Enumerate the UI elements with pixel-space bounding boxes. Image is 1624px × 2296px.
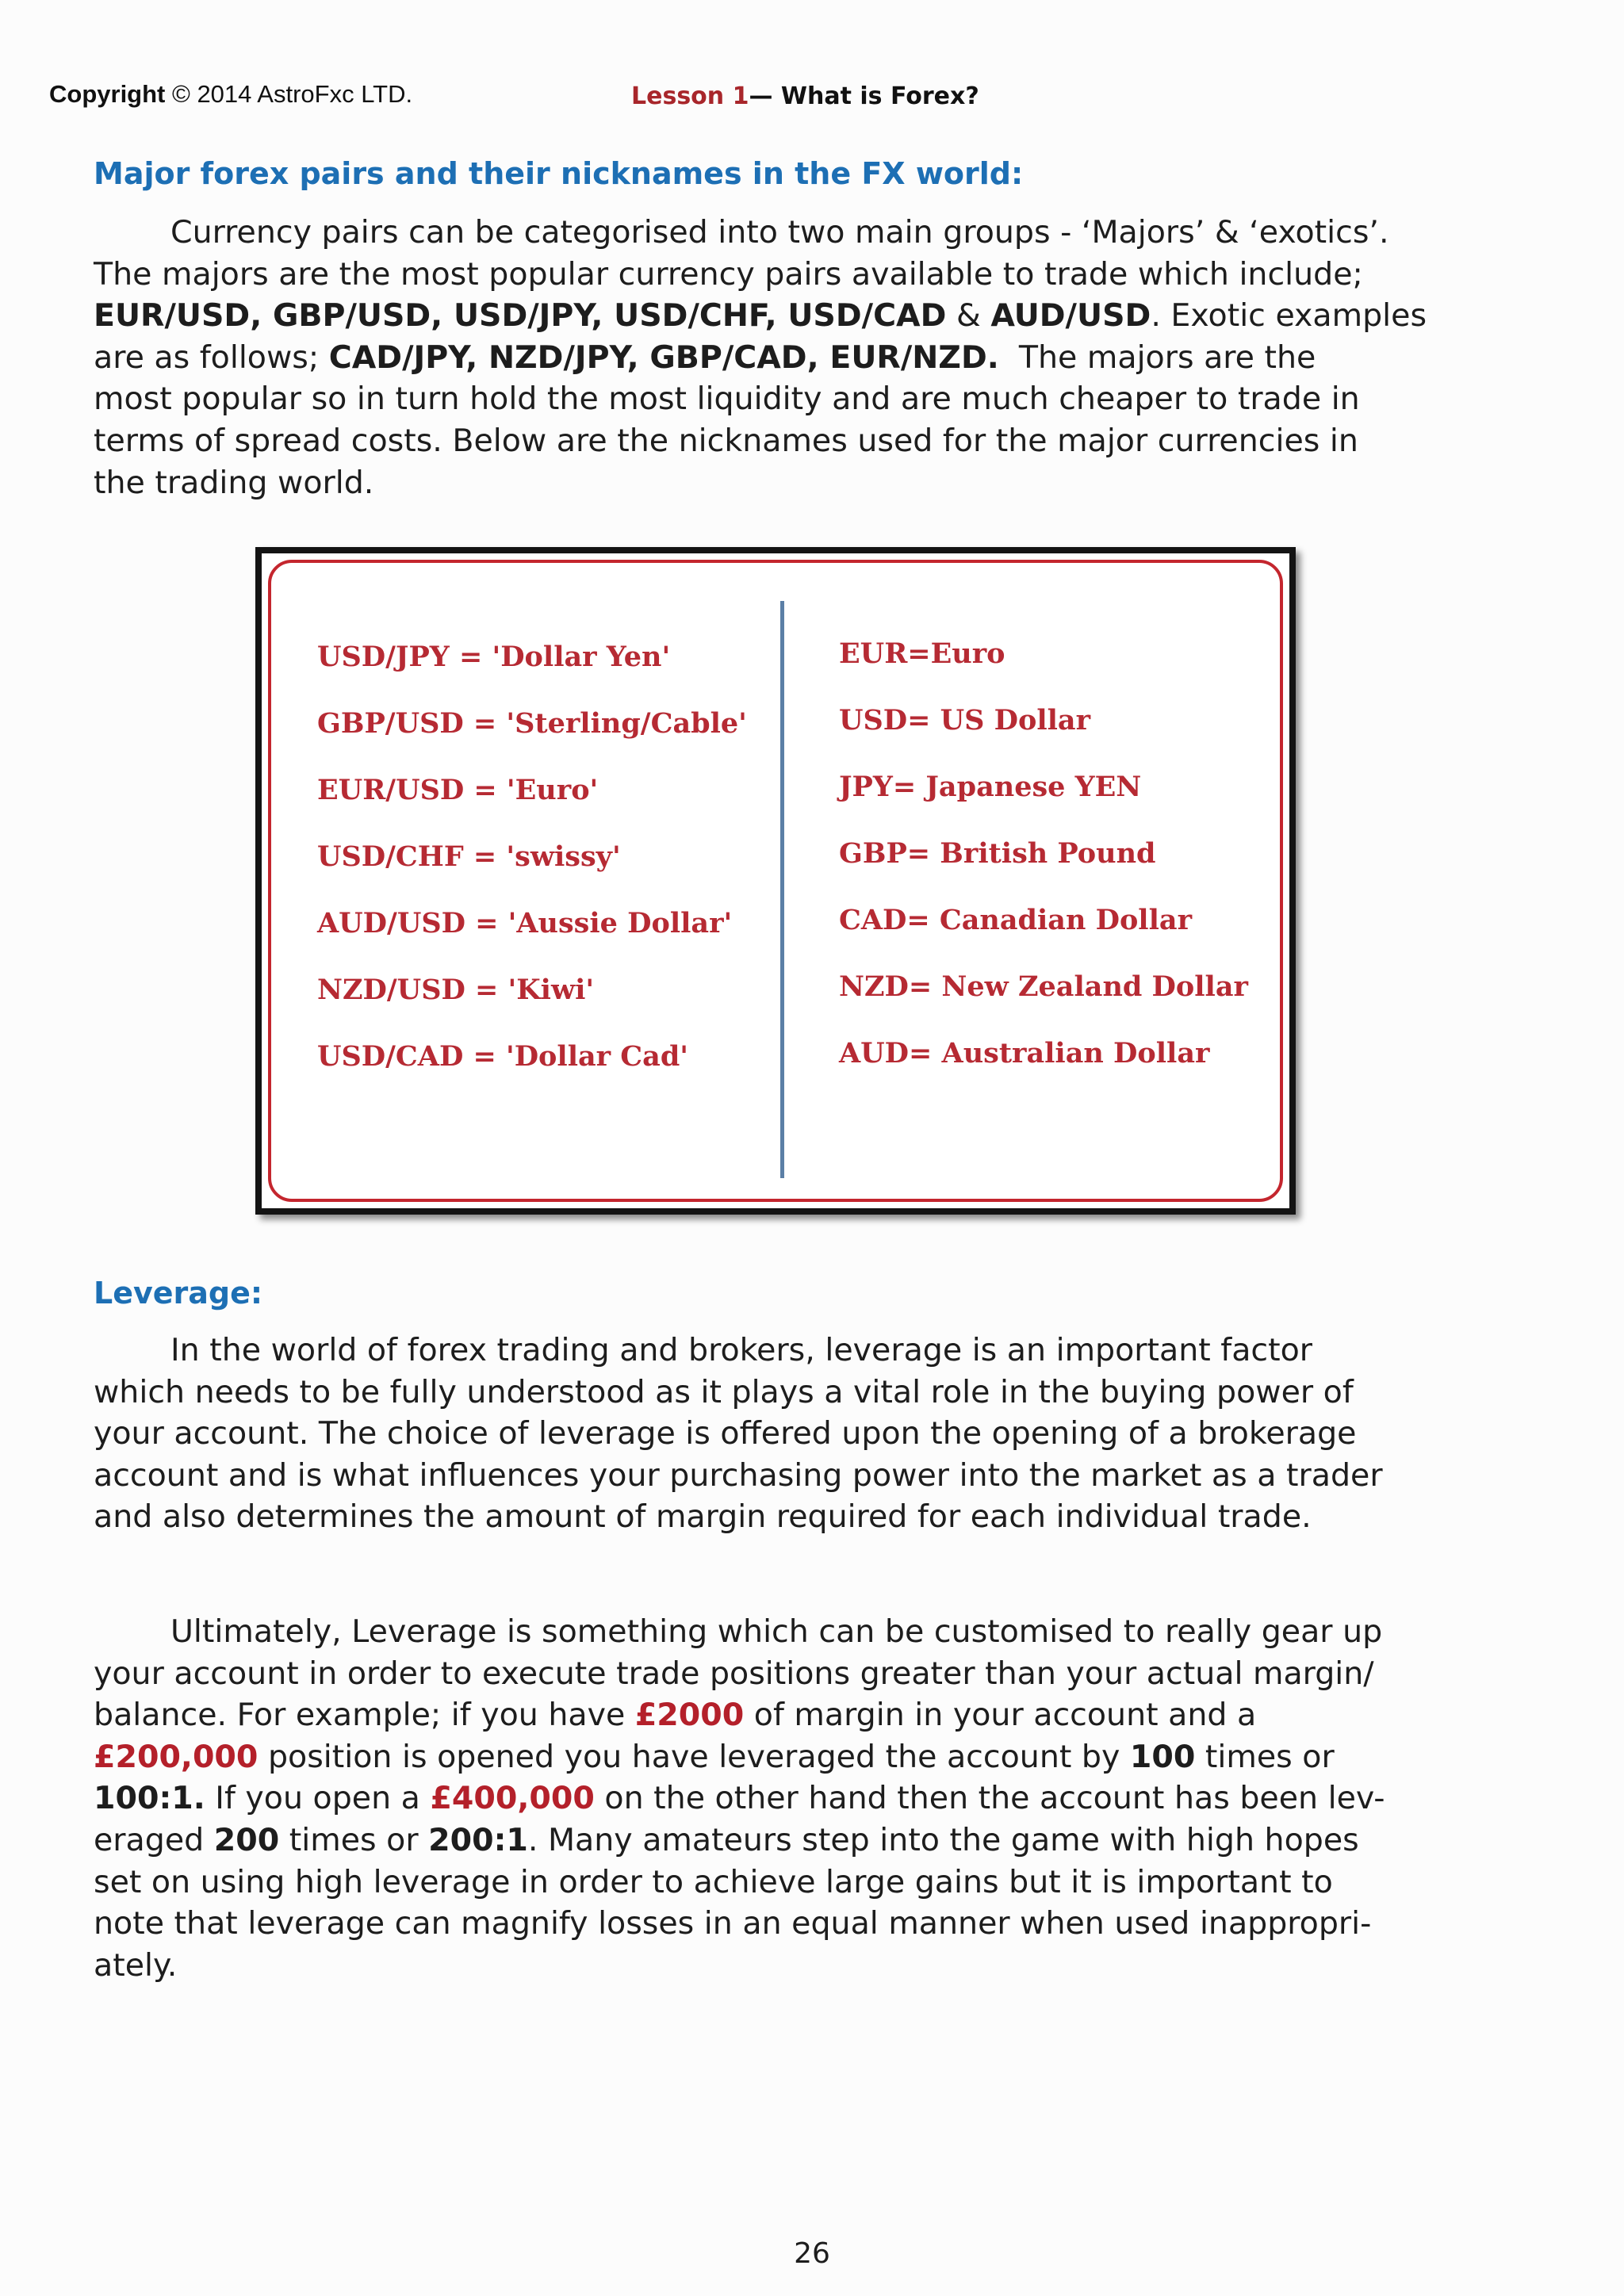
copyright-holder: © 2014 AstroFxc LTD. (165, 80, 413, 108)
leverage-multiplier: 100 (1129, 1738, 1196, 1775)
lesson-label: Lesson 1 (631, 82, 749, 110)
text-fragment: of margin in your account and a (744, 1697, 1257, 1734)
text-line: In the world of forex trading and brokers, leverage is an important factor (170, 1332, 1313, 1368)
exotics-list: CAD/JPY, NZD/JPY, GBP/CAD, EUR/NZD. (328, 339, 999, 376)
text-fragment: eraged (94, 1821, 214, 1858)
paragraph-majors (94, 212, 1545, 503)
leverage-ratio: 100:1. (94, 1780, 205, 1817)
currency-nickname: EUR=Euro (839, 637, 1005, 670)
text-fragment: position is opened you have leveraged the account by (258, 1738, 1130, 1775)
majors-list: EUR/USD, GBP/USD, USD/JPY, USD/CHF, USD/CAD (94, 297, 947, 335)
text-line (94, 295, 1545, 337)
majors-list-last: AUD/USD (990, 297, 1151, 335)
text-line: note that leverage can magnify losses in an equal manner when used inappropri- (94, 1905, 1372, 1942)
lesson-title: — What is Forex? (749, 82, 979, 110)
currency-nickname: GBP= British Pound (839, 837, 1156, 870)
paragraph-leverage-intro (94, 1330, 1545, 1538)
text-fragment: on the other hand then the account has been lev- (594, 1780, 1385, 1817)
text-fragment: times or (279, 1821, 429, 1858)
currency-nickname: NZD= New Zealand Dollar (839, 970, 1248, 1003)
text-fragment: If you open a (205, 1780, 431, 1817)
pair-nickname: USD/JPY = 'Dollar Yen' (317, 641, 671, 673)
text-line (94, 1694, 1545, 1736)
pair-nickname: USD/CHF = 'swissy' (317, 840, 621, 873)
text-line: account and is what influences your purchasing power into the market as a trader (94, 1456, 1383, 1494)
currency-nickname: CAD= Canadian Dollar (839, 904, 1193, 936)
text-line: the trading world. (94, 464, 374, 501)
nicknames-panel (268, 560, 1283, 1202)
text-fragment: balance. For example; if you have (94, 1697, 635, 1734)
text-line: set on using high leverage in order to achieve large gains but it is important to (94, 1863, 1333, 1900)
text-line (94, 337, 1545, 379)
text-line: and also determines the amount of margin required for each individual trade. (94, 1498, 1312, 1536)
pair-nickname: AUD/USD = 'Aussie Dollar' (317, 907, 733, 939)
text-line: terms of spread costs. Below are the nicknames used for the major currencies in (94, 422, 1358, 459)
text-line (94, 1777, 1545, 1820)
section-heading-majors: Major forex pairs and their nicknames in the FX world: (94, 156, 1024, 191)
currency-nickname: JPY= Japanese YEN (839, 771, 1142, 803)
text-fragment: times or (1195, 1738, 1335, 1775)
column-divider (780, 601, 784, 1178)
paragraph-leverage-example (94, 1611, 1545, 1986)
text-line: Ultimately, Leverage is something which can be customised to really gear up (170, 1613, 1383, 1650)
copyright-notice (49, 80, 412, 109)
text-line: which needs to be fully understood as it plays a vital role in the buying power of (94, 1373, 1354, 1410)
position-amount: £200,000 (94, 1738, 259, 1775)
text-line: your account. The choice of leverage is offered upon the opening of a brokerage (94, 1415, 1357, 1452)
text-fragment: are as follows; (94, 339, 329, 376)
nicknames-figure (255, 547, 1296, 1215)
pair-nickname: EUR/USD = 'Euro' (317, 774, 599, 806)
section-heading-leverage: Leverage: (94, 1276, 263, 1311)
page-number: 26 (794, 2237, 830, 2270)
text-fragment: . Many amateurs step into the game with high hopes (527, 1821, 1359, 1858)
position-amount-alt: £400,000 (430, 1780, 595, 1817)
currency-nickname: AUD= Australian Dollar (839, 1037, 1210, 1070)
leverage-ratio-alt: 200:1 (428, 1821, 528, 1858)
text-fragment: The majors are the (998, 339, 1316, 376)
text-line: most popular so in turn hold the most liquidity and are much cheaper to trade in (94, 381, 1360, 418)
pair-nickname: USD/CAD = 'Dollar Cad' (317, 1040, 689, 1073)
text-fragment: . Exotic examples (1151, 297, 1427, 335)
text-line: Currency pairs can be categorised into two main groups - ‘Majors’ & ‘exotics’. (170, 214, 1389, 251)
text-line (94, 1736, 1545, 1778)
pair-nickname: NZD/USD = 'Kiwi' (317, 974, 595, 1006)
margin-amount: £2000 (634, 1697, 745, 1734)
text-line: ately. (94, 1946, 178, 1984)
text-line: The majors are the most popular currency pairs available to trade which include; (94, 255, 1363, 293)
pair-nickname: GBP/USD = 'Sterling/Cable' (317, 707, 747, 740)
ampersand: & (946, 297, 991, 335)
text-line: your account in order to execute trade positions greater than your actual margin/ (94, 1655, 1374, 1692)
leverage-multiplier-alt: 200 (213, 1821, 280, 1858)
currency-nickname: USD= US Dollar (839, 704, 1091, 737)
copyright-label: Copyright (49, 80, 166, 108)
lesson-header (631, 82, 979, 110)
text-line (94, 1820, 1545, 1862)
